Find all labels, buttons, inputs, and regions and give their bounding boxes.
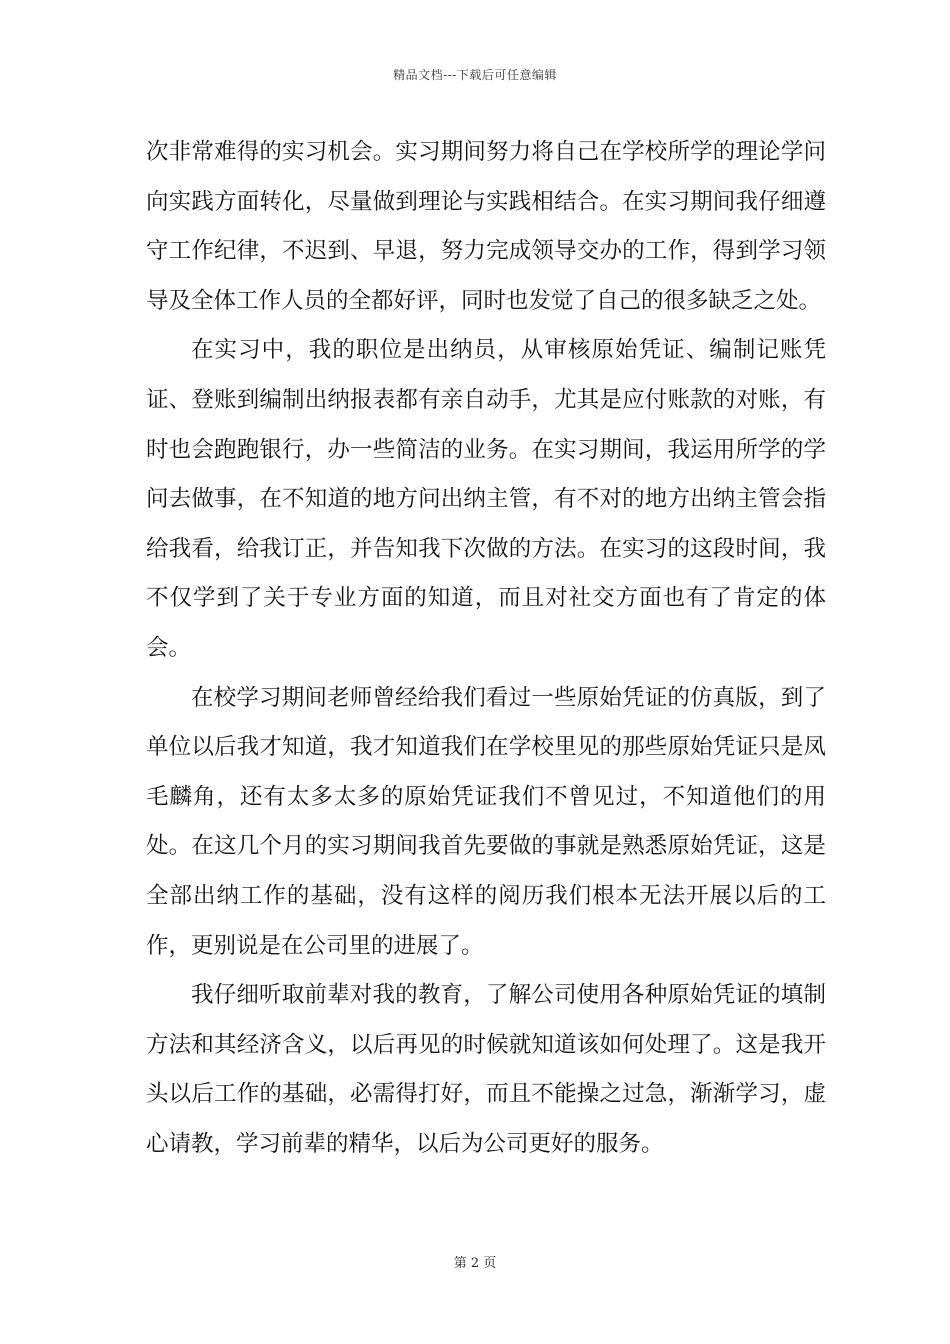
page-header: 精品文档---下载后可任意编辑 — [393, 68, 557, 82]
document-body — [146, 128, 826, 1169]
paragraph-4: 我仔细听取前辈对我的教育，了解公司使用各种原始凭证的填制方法和其经济含义，以后再见的时候就知道该如何处理了。这是我开头以后工作的基础，必需得打好，而且不能操之过急，渐渐学习，虚心请教，学习前辈的精华，以后为公司更好的服务。 — [146, 982, 826, 1157]
paragraph-1: 次非常难得的实习机会。实习期间努力将自己在学校所学的理论学问向实践方面转化，尽量做到理论与实践相结合。在实习期间我仔细遵守工作纪律，不迟到、早退，努力完成领导交办的工作，得到学习领导及全体工作人员的全都好评，同时也发觉了自己的很多缺乏之处。 — [146, 139, 826, 314]
paragraph-3: 在校学习期间老师曾经给我们看过一些原始凭证的仿真版，到了单位以后我才知道，我才知道我们在学校里见的那些原始凭证只是凤毛麟角，还有太多太多的原始凭证我们不曾见过，不知道他们的用处。在这几个月的实习期间我首先要做的事就是熟悉原始凭证，这是全部出纳工作的基础，没有这样的阅历我们根本无法开展以后的工作，更别说是在公司里的进展了。 — [146, 684, 826, 959]
paragraph-2: 在实习中，我的职位是出纳员，从审核原始凭证、编制记账凭证、登账到编制出纳报表都有亲自动手，尤其是应付账款的对账，有时也会跑跑银行，办一些简洁的业务。在实习期间，我运用所学的学问去做事，在不知道的地方问出纳主管，有不对的地方出纳主管会指给我看，给我订正，并告知我下次做的方法。在实习的这段时间，我不仅学到了关于专业方面的知道，而且对社交方面也有了肯定的体会。 — [146, 337, 826, 661]
page-number: 第 2 页 — [453, 1256, 497, 1271]
